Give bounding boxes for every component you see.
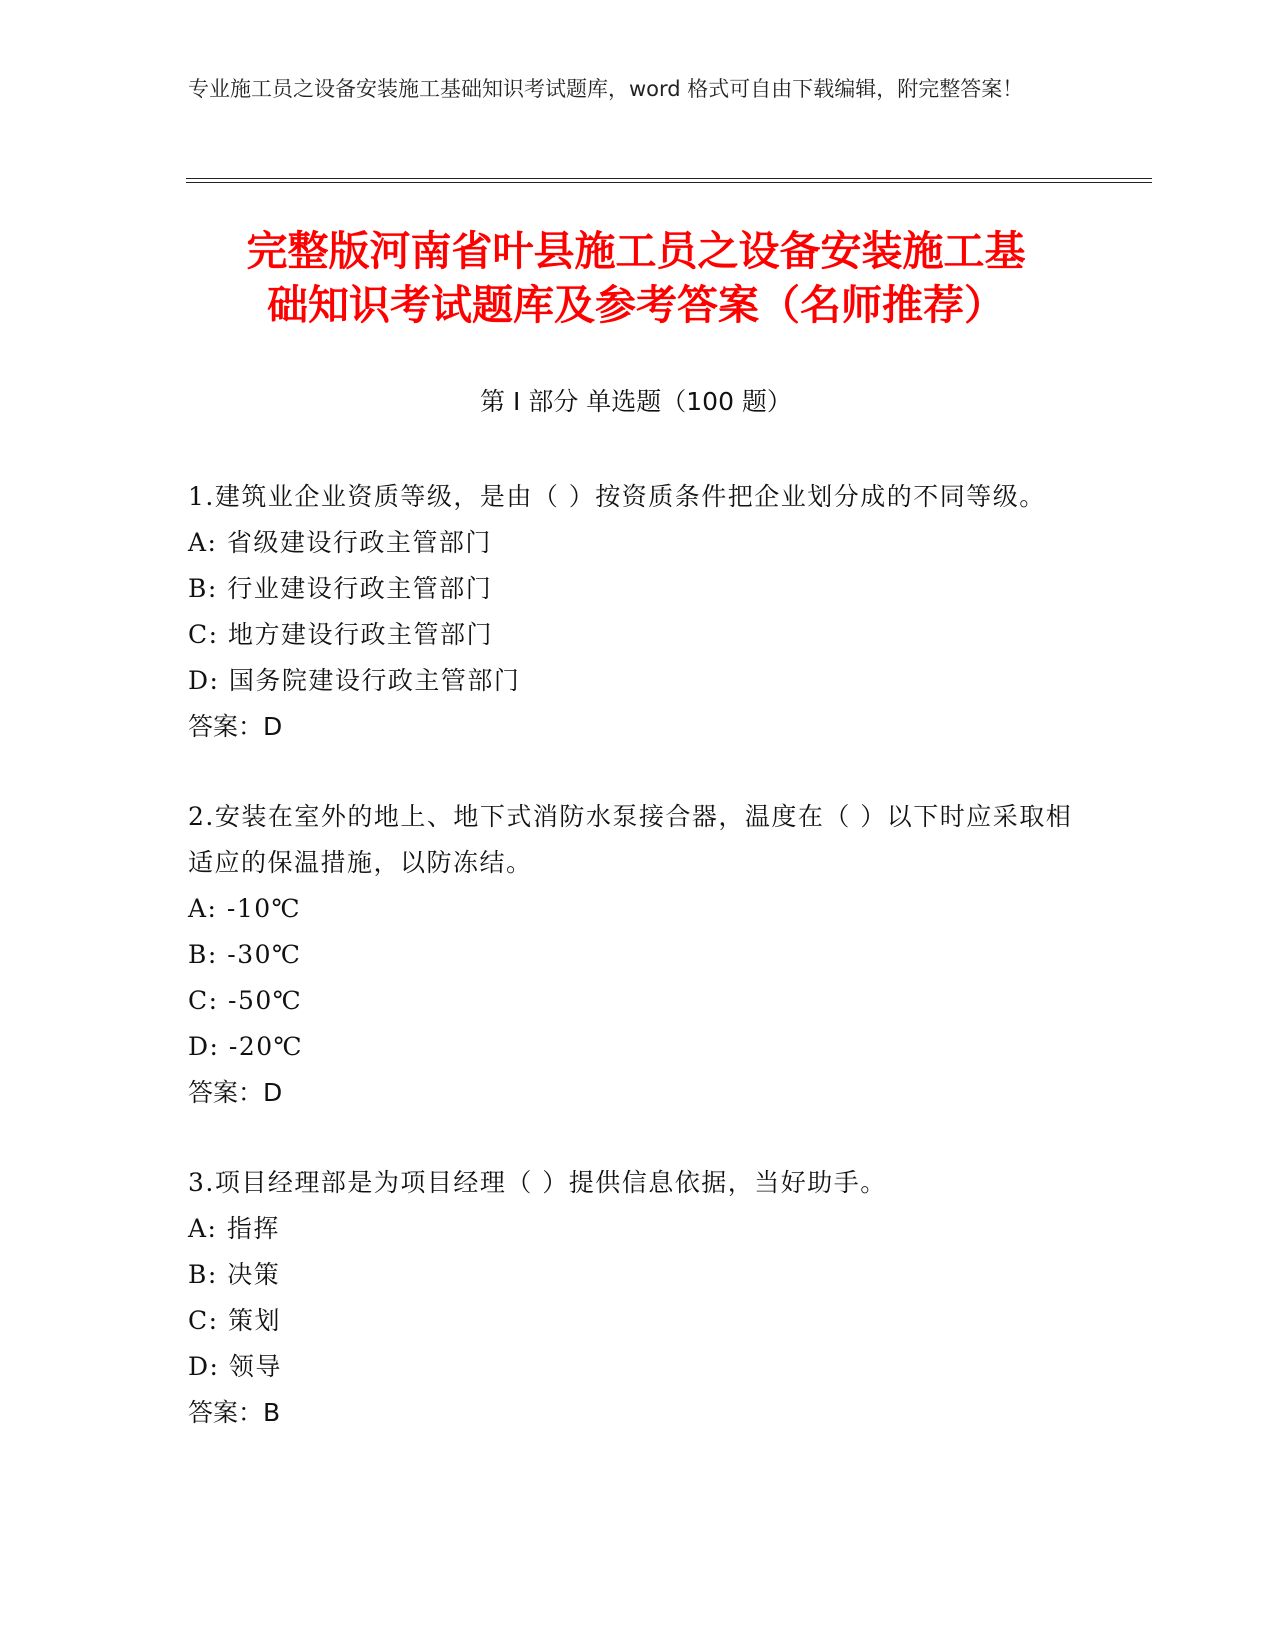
option-c: C: 策划 [188, 1306, 281, 1335]
question-list [188, 474, 1088, 1480]
header-divider-bottom [186, 182, 1152, 183]
option-a: A: 省级建设行政主管部门 [188, 528, 492, 557]
document-title-line-1: 完整版河南省叶县施工员之设备安装施工基 [246, 227, 1026, 275]
question-stem: 1.建筑业企业资质等级，是由（ ）按资质条件把企业划分成的不同等级。 [188, 482, 1046, 511]
option-b: B: 决策 [188, 1260, 281, 1289]
option-d: D: 国务院建设行政主管部门 [188, 666, 521, 695]
question-3 [188, 1160, 1088, 1436]
option-b: B: -30℃ [188, 940, 302, 969]
answer: 答案：B [188, 1398, 281, 1427]
option-b: B: 行业建设行政主管部门 [188, 574, 493, 603]
question-stem: 3.项目经理部是为项目经理（ ）提供信息依据，当好助手。 [188, 1168, 887, 1197]
option-c: C: -50℃ [188, 986, 303, 1015]
answer: 答案：D [188, 712, 283, 741]
header-divider-top [186, 178, 1152, 179]
document-title [186, 224, 1086, 332]
question-1 [188, 474, 1088, 750]
header-note: 专业施工员之设备安装施工基础知识考试题库，word 格式可自由下载编辑，附完整答案！ [188, 77, 1024, 101]
question-stem: 2.安装在室外的地上、地下式消防水泵接合器，温度在（ ）以下时应采取相适应的保温措施，以防冻结。 [188, 802, 1073, 877]
option-d: D: 领导 [188, 1352, 282, 1381]
question-2 [188, 794, 1088, 1116]
option-a: A: -10℃ [188, 894, 302, 923]
option-c: C: 地方建设行政主管部门 [188, 620, 493, 649]
document-title-line-2: 础知识考试题库及参考答案（名师推荐） [267, 281, 1005, 329]
answer: 答案：D [188, 1078, 283, 1107]
option-a: A: 指挥 [188, 1214, 280, 1243]
section-heading: 第 I 部分 单选题（100 题） [480, 387, 792, 416]
option-d: D: -20℃ [188, 1032, 304, 1061]
